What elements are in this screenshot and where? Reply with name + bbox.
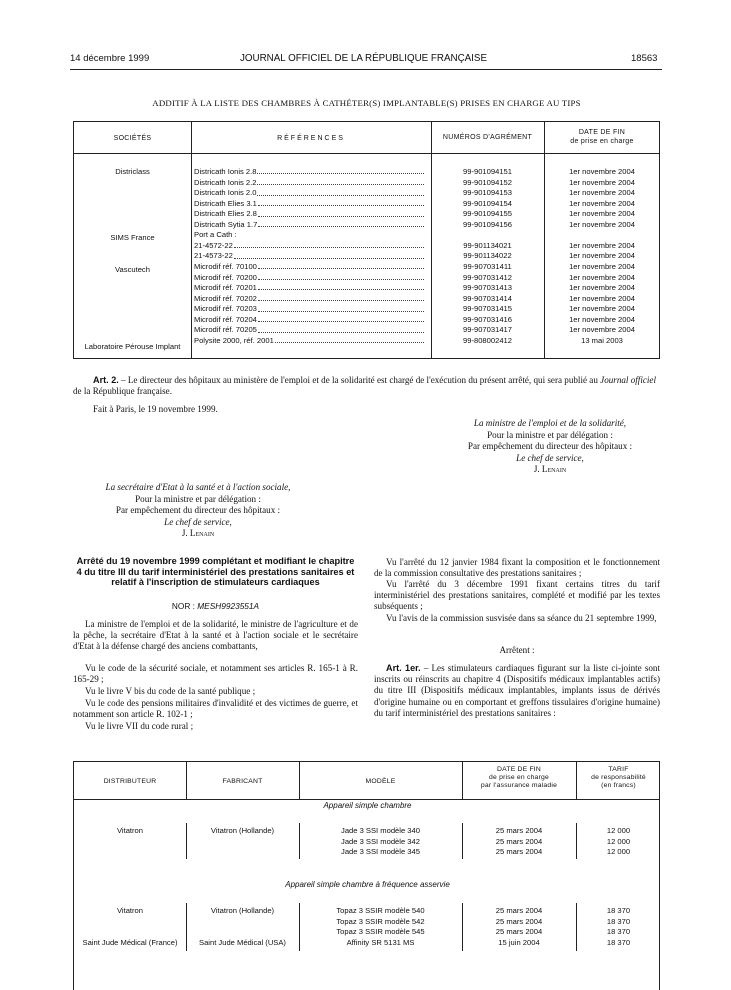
reference-text: Microdif réf. 70202 [194, 293, 257, 303]
col-header-date [544, 129, 660, 146]
arretent: Arrêtent : [499, 645, 535, 655]
reference-cell [194, 209, 426, 219]
end-date-cell: 13 mai 2003 [581, 335, 623, 345]
col-header-distributeur: DISTRIBUTEUR [103, 778, 157, 785]
tarif-cell: 18 370 [606, 906, 631, 915]
signature-secretaire [73, 482, 323, 540]
modele-cell: Jade 3 SSI modèle 340 [341, 826, 420, 835]
end-date-cell: 1er novembre 2004 [569, 167, 635, 176]
sig2-title: La secrétaire d'Etat à la santé et à l'action sociale, [105, 482, 291, 492]
col-header-tarif-line1: TARIF [608, 766, 629, 773]
date-cell: 15 juin 2004 [498, 938, 540, 947]
reference-cell [194, 325, 426, 335]
reference-cell [194, 294, 426, 304]
reference-text: Districath Ionis 2.2 [194, 177, 257, 187]
end-date-cell: 1er novembre 2004 [569, 198, 635, 208]
reference-text: Districath Elies 2.8 [194, 209, 257, 219]
distributeur-cell: Vitatron [116, 826, 144, 835]
modele-cell: Topaz 3 SSIR modèle 540 [336, 906, 425, 915]
reference-cell [194, 230, 426, 240]
agrement-number-cell: 99-907031412 [463, 272, 512, 282]
agrement-number-cell: 99-901094152 [463, 177, 512, 187]
vu-arrete-1991: Vu l'arrêté du 3 décembre 1991 fixant certains titres du tarif interministériel des prestations sanitaires, complété et modifié par les textes subséquents ; [374, 579, 660, 612]
header-journal-title: JOURNAL OFFICIEL DE LA RÉPUBLIQUE FRANÇAISE [240, 53, 487, 64]
reference-cell [194, 220, 426, 230]
agrement-number-cell: 99-901134021 [463, 240, 512, 250]
reference-text: Microdif réf. 70100 [194, 261, 257, 271]
end-date-cell: 1er novembre 2004 [569, 188, 635, 198]
sig1-title: La ministre de l'emploi et de la solidarité, [473, 418, 627, 428]
agrement-number-cell: 99-901134022 [463, 251, 512, 261]
col-header-date-line2: de prise en charge [570, 137, 634, 145]
distributeur-cell: Vitatron [116, 906, 144, 915]
date-cell: 25 mars 2004 [495, 906, 543, 915]
sig1-name: J. Lenain [533, 464, 567, 474]
reference-cell [194, 304, 426, 314]
article-2 [73, 375, 660, 397]
leader-dots [258, 262, 424, 269]
agrement-number-cell: 99-901094156 [463, 219, 512, 229]
sig1-chef: Le chef de service, [516, 452, 584, 463]
signature-ministre [440, 418, 660, 476]
reference-text: Microdif réf. 70201 [194, 283, 257, 293]
table1-title: ADDITIF À LA LISTE DES CHAMBRES À CATHÉTER(S) IMPLANTABLE(S) PRISES EN CHARGE AU TIPS [152, 98, 581, 108]
col-divider [191, 122, 192, 358]
reference-text: Districath Ionis 2.8 [194, 167, 257, 176]
fabricant-cell: Vitatron (Hollande) [210, 826, 275, 835]
col-header-fabricant: FABRICANT [222, 778, 263, 785]
agrement-number-cell: 99-907031415 [463, 304, 512, 314]
reference-text: Microdif réf. 70200 [194, 272, 257, 282]
leader-dots [258, 315, 424, 322]
leader-dots [258, 220, 424, 227]
agrement-number-cell: 99-907031417 [463, 325, 512, 335]
article-1-text: – Les stimulateurs cardiaques figurant sur la liste ci-jointe sont inscrits ou réinscrits au chapitre 4 (Dispositifs médicaux implantables actifs) du titre III (Dispositifs médicaux implantables, implants issus de dérivés d'origine humaine ou en comportant et greffons tissulaires d'origine humaine) du tarif interministériel des prestations sanitaires : [374, 663, 660, 718]
header-page-number: 18563 [631, 53, 658, 64]
leader-dots [258, 294, 424, 301]
catheter-table [73, 121, 660, 359]
col-header-tarif [576, 766, 661, 790]
end-date-cell: 1er novembre 2004 [569, 261, 635, 271]
vu-avis-commission: Vu l'avis de la commission susvisée dans sa séance du 21 septembre 1999, [386, 613, 657, 623]
tarif-cell: 18 370 [606, 916, 631, 926]
date-cell: 25 mars 2004 [495, 916, 543, 926]
section-frequence-asservie: Appareil simple chambre à fréquence asservie [285, 880, 450, 889]
date-cell: 25 mars 2004 [495, 927, 543, 937]
reference-cell [194, 336, 426, 346]
arrete-title: Arrêté du 19 novembre 1999 complétant et modifiant le chapitre 4 du titre III du tarif interministériel des prestations sanitaires et relatif à l'inscription de stimulateurs cardiaques [76, 556, 355, 588]
end-date-cell: 1er novembre 2004 [569, 304, 635, 314]
col-header-references: RÉFÉRENCES [277, 135, 345, 142]
article-2-text: – Le directeur des hôpitaux au ministère de l'emploi et de la solidarité est chargé de l'exécution du présent arrêté, qui sera publié au [118, 375, 601, 385]
tarif-cell: 12 000 [606, 826, 631, 835]
end-date-cell: 1er novembre 2004 [569, 251, 635, 261]
reference-cell [194, 241, 426, 251]
sig2-empechement: Par empêchement du directeur des hôpitaux : [115, 505, 281, 515]
article-2-text-end: de la République française. [73, 386, 172, 397]
modele-cell: Jade 3 SSI modèle 345 [341, 847, 420, 857]
nor-line [73, 601, 358, 611]
reference-cell [194, 178, 426, 188]
reference-text: Polysite 2000, réf. 2001 [194, 335, 274, 345]
end-date-cell: 1er novembre 2004 [569, 209, 635, 219]
modele-cell: Affinity SR 5131 MS [346, 938, 415, 947]
reference-text: 21-4573-22 [194, 251, 233, 261]
reference-cell [194, 315, 426, 325]
sig1-delegation: Pour la ministre et par délégation : [487, 429, 613, 440]
reference-cell [194, 199, 426, 209]
end-date-cell: 1er novembre 2004 [569, 293, 635, 303]
sig2-name: J. Lenain [181, 528, 215, 538]
agrement-number-cell: 99-901094154 [463, 198, 512, 208]
reference-cell [194, 167, 426, 177]
col-header-date-line3: par l'assurance maladie [480, 782, 558, 789]
leader-dots [258, 209, 424, 216]
company-name: Laboratoire Pérouse Implant [84, 342, 181, 351]
end-date-cell: 1er novembre 2004 [569, 177, 635, 187]
leader-dots [258, 273, 424, 280]
col-header-numeros: NUMÉROS D'AGRÉMENT [442, 134, 533, 141]
end-date-cell: 1er novembre 2004 [569, 314, 635, 324]
reference-text: Districath Ionis 2.0 [194, 188, 257, 198]
modele-cell: Jade 3 SSI modèle 342 [341, 836, 420, 846]
article-2-journal: Journal officiel [600, 375, 656, 385]
leader-dots [257, 188, 424, 195]
arrete-intro: La ministre de l'emploi et de la solidarité, le ministre de l'agriculture et de la pêche, la secrétaire d'Etat à la santé et à l'action sociale et le secrétaire d'Etat à la défense chargé des anciens combattants, [73, 619, 358, 652]
vu-arrete-1984: Vu l'arrêté du 12 janvier 1984 fixant la composition et le fonctionnement de la commission consultative des prestations sanitaires ; [374, 557, 660, 579]
agrement-number-cell: 99-907031414 [463, 293, 512, 303]
company-name: Districlass [115, 167, 150, 176]
header-divider [74, 153, 659, 154]
fait-a-paris: Fait à Paris, le 19 novembre 1999. [93, 404, 218, 414]
col-header-modele: MODÈLE [365, 778, 396, 785]
agrement-number-cell: 99-907031411 [463, 261, 512, 271]
reference-text: Districath Sytia 1.7 [194, 219, 258, 229]
col-header-societes: SOCIÉTÉS [113, 135, 152, 142]
leader-dots [258, 325, 424, 332]
modele-cell: Topaz 3 SSIR modèle 542 [336, 916, 425, 926]
agrement-number-cell: 99-901094153 [463, 188, 512, 198]
article-2-label: Art. 2. [93, 375, 119, 385]
header-rule [70, 69, 662, 70]
leader-dots [275, 336, 424, 343]
reference-text: Districath Elies 3.1 [194, 198, 257, 208]
company-name: Vascutech [115, 265, 150, 274]
reference-text: Microdif réf. 70204 [194, 314, 257, 324]
end-date-cell: 1er novembre 2004 [569, 283, 635, 293]
col-header-tarif-line3: (en francs) [601, 782, 636, 789]
tarif-cell: 12 000 [606, 847, 631, 857]
stimulateurs-table [73, 761, 660, 990]
agrement-number-cell: 99-907031416 [463, 314, 512, 324]
vu-code-pensions: Vu le code des pensions militaires d'invalidité et des victimes de guerre, et notamment son article R. 102-1 ; [73, 698, 358, 720]
col-header-date-line2: de prise en charge [489, 774, 549, 781]
col-header-date-line1: DATE DE FIN [578, 129, 626, 136]
fabricant-cell: Saint Jude Médical (USA) [199, 938, 286, 947]
leader-dots [258, 283, 424, 290]
reference-cell [194, 262, 426, 272]
reference-text: 21-4572-22 [194, 240, 233, 250]
vu-livre-vii: Vu le livre VII du code rural ; [85, 721, 194, 731]
leader-dots [234, 241, 424, 248]
article-1 [374, 663, 660, 719]
nor-label: NOR : [171, 601, 198, 611]
article-1-label: Art. 1er. [386, 663, 421, 673]
leader-dots [234, 251, 424, 258]
col-header-tarif-line2: de responsabilité [591, 774, 646, 781]
agrement-number-cell: 99-901094151 [463, 167, 512, 176]
reference-text: Microdif réf. 70205 [194, 325, 257, 335]
modele-cell: Topaz 3 SSIR modèle 545 [336, 927, 425, 937]
sig2-chef: Le chef de service, [164, 516, 232, 527]
date-cell: 25 mars 2004 [495, 826, 543, 835]
end-date-cell: 1er novembre 2004 [569, 240, 635, 250]
distributeur-cell: Saint Jude Médical (France) [82, 938, 178, 947]
section-simple-chambre: Appareil simple chambre [323, 801, 412, 810]
reference-cell [194, 251, 426, 261]
leader-dots [257, 178, 424, 185]
sig1-empechement: Par empêchement du directeur des hôpitaux : [467, 441, 633, 451]
agrement-number-cell: 99-901094155 [463, 209, 512, 219]
company-name: SIMS France [110, 233, 155, 242]
end-date-cell: 1er novembre 2004 [569, 325, 635, 335]
col-header-date [462, 766, 576, 790]
agrement-number-cell: 99-808002412 [463, 335, 512, 345]
header-date: 14 décembre 1999 [70, 53, 150, 64]
tarif-cell: 18 370 [606, 938, 631, 947]
end-date-cell: 1er novembre 2004 [569, 272, 635, 282]
reference-text: Port a Cath : [194, 230, 237, 240]
reference-cell [194, 273, 426, 283]
header-divider [74, 799, 659, 800]
reference-text: Microdif réf. 70203 [194, 304, 257, 314]
fabricant-cell: Vitatron (Hollande) [210, 906, 275, 915]
date-cell: 25 mars 2004 [495, 847, 543, 857]
sig2-delegation: Pour la ministre et par délégation : [135, 493, 261, 504]
agrement-number-cell: 99-907031413 [463, 283, 512, 293]
tarif-cell: 18 370 [606, 927, 631, 937]
vu-livre-v-bis: Vu le livre V bis du code de la santé publique ; [85, 686, 256, 696]
date-cell: 25 mars 2004 [495, 836, 543, 846]
reference-cell [194, 188, 426, 198]
reference-cell [194, 283, 426, 293]
leader-dots [258, 199, 424, 206]
col-header-date-line1: DATE DE FIN [497, 766, 541, 773]
leader-dots [257, 167, 424, 174]
vu-code-securite-sociale: Vu le code de la sécurité sociale, et notamment ses articles R. 165-1 à R. 165-29 ; [73, 663, 358, 685]
leader-dots [258, 304, 424, 311]
nor-code: MESH9923551A [197, 601, 260, 611]
end-date-cell: 1er novembre 2004 [569, 219, 635, 229]
tarif-cell: 12 000 [606, 836, 631, 846]
